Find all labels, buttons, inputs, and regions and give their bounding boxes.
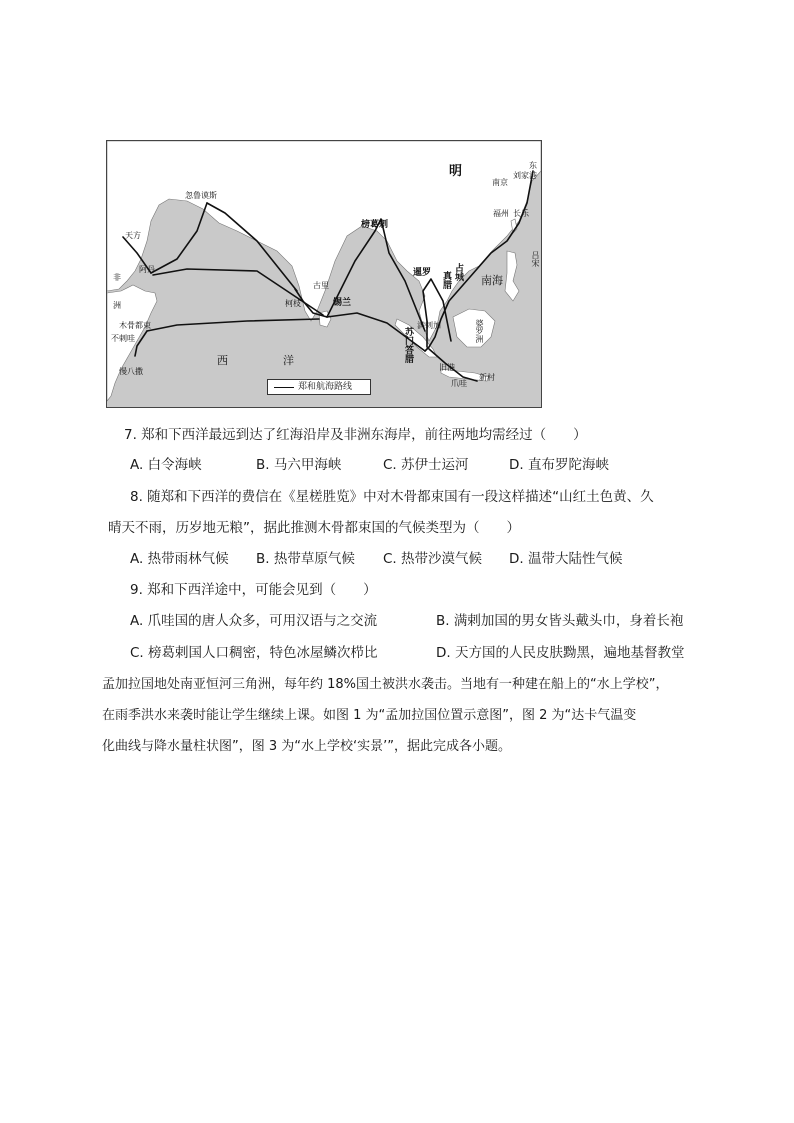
question-8-option-b: B. 热带草原气候: [256, 551, 355, 567]
map-label-adan: 阿丹: [139, 265, 155, 274]
legend-route-line: [274, 387, 294, 388]
intro-line-3: 化曲线与降水量柱状图”，图 3 为“水上学校‘实景’”，据此完成各小题。: [102, 739, 512, 754]
borneo-island: [453, 309, 495, 347]
map-label-java: 爪哇: [451, 379, 467, 388]
question-8-option-c: C. 热带沙漠气候: [383, 551, 483, 567]
map-label-mogadishu: 木骨都束: [119, 321, 151, 330]
philippines-islands: [505, 251, 519, 301]
question-9-option-b: B. 满剌加国的男女皆头戴头巾，身着长袍: [436, 613, 684, 629]
map-label-cochin: 柯枝: [285, 299, 301, 308]
map-label-zhancheng: 占城: [453, 263, 463, 281]
zheng-he-voyage-map: [106, 140, 542, 408]
map-label-malacca: 满剌加: [417, 321, 441, 330]
map-label-calicut: 古里: [313, 281, 329, 290]
question-8-option-a: A. 热带雨林气候: [130, 551, 229, 567]
map-label-sumatra: 苏门答腊: [403, 327, 413, 363]
map-label-malindi: 慢八撒: [119, 367, 143, 376]
map-label-palembang: 旧港: [439, 363, 455, 372]
map-label-siam: 暹罗: [413, 268, 432, 278]
map-label-liujiagang: 刘家港: [513, 171, 537, 180]
question-7-option-a: A. 白令海峡: [130, 457, 202, 473]
route-hormuz-to-aden: [151, 203, 207, 273]
map-graphic: [107, 141, 541, 407]
map-label-zhou: 洲: [113, 301, 121, 310]
map-label-brava: 不剌哇: [111, 334, 135, 343]
question-8-stem-line-2: 晴天不雨，历岁地无粮”，据此推测木骨都束国的气候类型为（ ）: [108, 520, 520, 536]
map-label-hormuz: 忽鲁谟斯: [185, 191, 217, 200]
question-7-option-b: B. 马六甲海峡: [256, 457, 342, 473]
intro-line-1: 孟加拉国地处南亚恒河三角洲，每年约 18%国土被洪水袭击。当地有一种建在船上的“水上学校”，: [102, 677, 669, 692]
map-label-borneo: 婆罗洲: [475, 319, 484, 343]
map-label-changle: 长乐: [513, 209, 529, 218]
map-legend: [267, 379, 371, 395]
map-label-yang: 洋: [283, 354, 294, 367]
question-8-stem-line-1: 8. 随郑和下西洋的费信在《星槎胜览》中对木骨都束国有一段这样描述“山红土色黄、久: [130, 489, 654, 505]
question-9-option-a: A. 爪哇国的唐人众多，可用汉语与之交流: [130, 613, 378, 629]
map-label-xi: 西: [217, 354, 228, 367]
map-label-ming: 明: [449, 164, 463, 179]
question-9-option-d: D. 天方国的人民皮肤黝黑，遍地基督教堂: [436, 645, 685, 661]
map-label-ceylon: 锡兰: [333, 298, 352, 308]
map-label-nanhai: 南海: [481, 274, 503, 287]
question-8-option-d: D. 温带大陆性气候: [509, 551, 623, 567]
question-9-option-c: C. 榜葛剌国人口稠密，特色冰屋鳞次栉比: [130, 645, 378, 661]
question-7-stem: 7. 郑和下西洋最远到达了红海沿岸及非洲东海岸，前往两地均需经过（ ）: [124, 427, 587, 443]
question-9-stem: 9. 郑和下西洋途中，可能会见到（ ）: [130, 582, 377, 598]
map-label-dong: 东: [529, 161, 537, 170]
map-label-fuzhou: 福州: [493, 209, 509, 218]
question-7-option-d: D. 直布罗陀海峡: [509, 457, 609, 473]
question-7-option-c: C. 苏伊士运河: [383, 457, 469, 473]
legend-label: 郑和航海路线: [298, 382, 353, 392]
map-label-tianfang: 天方: [125, 231, 141, 240]
map-label-zhenla: 真腊: [441, 271, 451, 289]
map-label-bengal: 榜葛剌: [361, 220, 389, 230]
map-label-nanjing: 南京: [492, 178, 508, 187]
intro-line-2: 在雨季洪水来袭时能让学生继续上课。如图 1 为“孟加拉国位置示意图”，图 2 为“达卡气温变: [102, 708, 637, 723]
map-label-xincun: 新村: [479, 373, 495, 382]
map-label-fei: 非: [113, 273, 121, 282]
map-label-luzon: 吕宋: [531, 251, 540, 267]
route-to-africa: [147, 319, 319, 331]
